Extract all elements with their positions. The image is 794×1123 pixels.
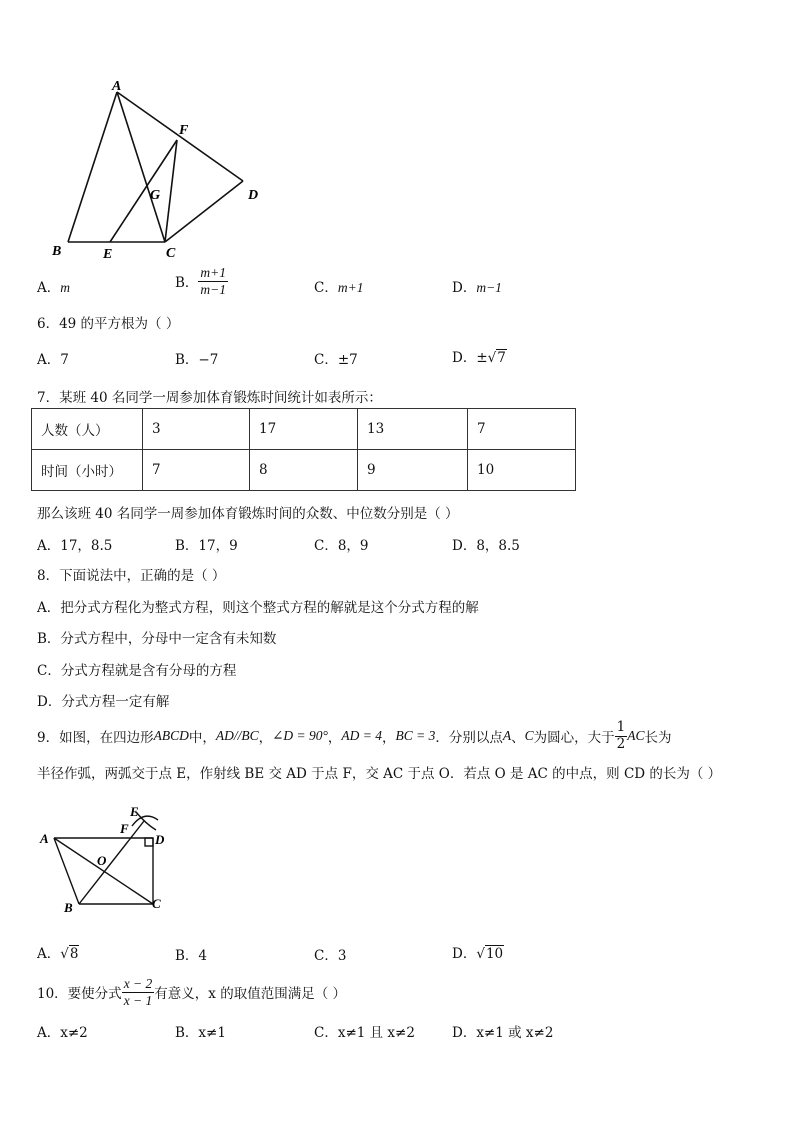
q9-label-C: C — [152, 896, 161, 911]
q9-option-a-radicand: 8 — [69, 946, 79, 962]
q10-stem — [37, 976, 346, 1008]
q9-text: AD = 4 — [341, 728, 383, 744]
table-cell: 3 — [143, 409, 250, 450]
q9-sqrt-sign-d: √ — [476, 946, 485, 962]
q9-text: ．分别以点 — [435, 730, 503, 747]
q5-option-b-fraction — [198, 265, 228, 297]
q9-text: 为圆心，大于 — [533, 730, 615, 747]
q9-half-denominator: 2 — [616, 735, 626, 752]
q7-option-c: C．8，9 — [314, 538, 369, 554]
q6-option-b: B．−7 — [175, 352, 219, 368]
q5-geometry-figure — [40, 70, 280, 270]
q9-text: ， — [327, 730, 342, 747]
q8-option-b: B．分式方程中，分母中一定含有未知数 — [37, 631, 277, 647]
q5-option-d-value: m−1 — [476, 280, 502, 295]
q6-stem: 6．49 的平方根为（ ） — [37, 316, 180, 332]
q9-stem-line2: 半径作弧，两弧交于点 E，作射线 BE 交 AD 于点 F，交 AC 于点 O．若点 O 是 AC 的中点，则 CD 的长为（ ） — [37, 766, 722, 782]
q7-stem: 7．某班 40 名同学一周参加体育锻炼时间统计如表所示： — [37, 390, 382, 406]
q9-option-c: C．3 — [314, 948, 347, 964]
q5-option-a-label: A． — [37, 280, 61, 296]
q7-option-d: D．8，8.5 — [452, 538, 520, 554]
table-cell: 7 — [143, 450, 250, 491]
q5-option-d-label: D． — [452, 280, 477, 296]
q8-option-a: A．把分式方程化为整式方程，则这个整式方程的解就是这个分式方程的解 — [37, 600, 479, 616]
q9-half-fraction — [615, 720, 628, 752]
q5-option-d — [452, 276, 502, 296]
q9-text: 、 — [511, 730, 525, 747]
q5-label-G: G — [150, 188, 161, 203]
q5-option-c-value: m+1 — [337, 280, 364, 295]
q9-option-d-radicand: 10 — [485, 946, 504, 962]
q9-label-O: O — [97, 853, 107, 868]
q9-option-a — [37, 942, 79, 962]
q6-option-d — [452, 346, 507, 366]
table-cell: 10 — [468, 450, 576, 491]
q5-option-b-numerator: m+1 — [200, 265, 227, 280]
q6-option-d-label: D．± — [452, 350, 488, 366]
q5-option-b — [175, 265, 228, 297]
q9-text: ， — [382, 730, 396, 747]
q9-text: 长为 — [644, 730, 672, 747]
q6-option-c: C．±7 — [314, 352, 358, 368]
q7-table — [31, 408, 576, 491]
table-row — [32, 450, 576, 491]
table-cell: 人数（人） — [32, 409, 143, 450]
table-cell: 7 — [468, 409, 576, 450]
q5-option-c-label: C． — [314, 280, 338, 296]
q8-option-c: C．分式方程就是含有分母的方程 — [37, 663, 237, 679]
q8-stem: 8．下面说法中，正确的是（ ） — [37, 568, 226, 584]
table-cell: 9 — [358, 450, 468, 491]
q7-option-b: B．17，9 — [175, 538, 238, 554]
q10-fraction — [122, 976, 155, 1008]
q9-geometry-figure — [36, 800, 176, 920]
table-cell: 8 — [250, 450, 358, 491]
q6-option-a: A．7 — [37, 352, 69, 368]
q10-option-a: A．x≠2 — [37, 1025, 88, 1041]
q5-label-A: A — [112, 79, 122, 94]
q10-option-c: C．x≠1 且 x≠2 — [314, 1025, 415, 1041]
q9-label-B: B — [64, 900, 73, 915]
q9-text: A — [502, 728, 512, 744]
q5-option-b-denominator: m−1 — [200, 281, 227, 297]
q5-option-c — [314, 276, 363, 296]
q10-text: 有意义，x 的取值范围满足（ ） — [154, 986, 346, 1003]
q5-label-E: E — [103, 247, 113, 262]
q10-text: 10．要使分式 — [37, 986, 122, 1003]
q5-option-a — [37, 276, 70, 296]
q9-option-d — [452, 942, 504, 962]
q10-numerator: x − 2 — [123, 976, 153, 991]
q9-stem-line1 — [37, 720, 672, 752]
q5-label-D: D — [248, 188, 259, 203]
q9-label-D: D — [155, 832, 165, 847]
q5-option-a-value: m — [60, 280, 70, 295]
q9-option-b: B．4 — [175, 948, 208, 964]
q10-option-d: D．x≠1 或 x≠2 — [452, 1025, 554, 1041]
q5-label-C: C — [166, 246, 176, 261]
q9-half-numerator: 1 — [616, 719, 626, 735]
q9-label-A: A — [40, 831, 49, 846]
q6-option-d-radicand: 7 — [497, 350, 506, 366]
q5-option-b-label: B． — [175, 275, 199, 292]
q5-label-B: B — [52, 244, 62, 259]
q8-option-d: D．分式方程一定有解 — [37, 694, 170, 710]
q9-label-F: F — [120, 821, 129, 836]
q9-text: ABCD — [153, 728, 189, 744]
q9-sqrt-sign-a: √ — [60, 946, 69, 962]
q9-text: AD//BC — [215, 728, 259, 744]
table-cell: 时间（小时） — [32, 450, 143, 491]
q10-option-b: B．x≠1 — [175, 1025, 226, 1041]
q9-text: 中， — [188, 730, 216, 747]
q9-text: AC — [627, 728, 645, 744]
q5-label-F: F — [179, 123, 189, 138]
q9-text: BC = 3 — [395, 728, 436, 744]
table-cell: 13 — [358, 409, 468, 450]
q9-option-a-label: A． — [37, 946, 61, 962]
q9-label-E: E — [130, 804, 139, 819]
q7-option-a: A．17，8.5 — [37, 538, 113, 554]
q10-denominator: x − 1 — [123, 992, 153, 1008]
q9-text: ∠D = 90° — [272, 728, 328, 744]
q9-text: C — [524, 728, 534, 744]
q7-question: 那么该班 40 名同学一周参加体育锻炼时间的众数、中位数分别是（ ） — [37, 506, 459, 522]
table-row — [32, 409, 576, 450]
q9-option-d-label: D． — [452, 946, 477, 962]
q9-text: ， — [258, 730, 273, 747]
q9-text: 9．如图，在四边形 — [37, 730, 154, 747]
table-cell: 17 — [250, 409, 358, 450]
q6-sqrt-sign: √ — [487, 350, 497, 366]
